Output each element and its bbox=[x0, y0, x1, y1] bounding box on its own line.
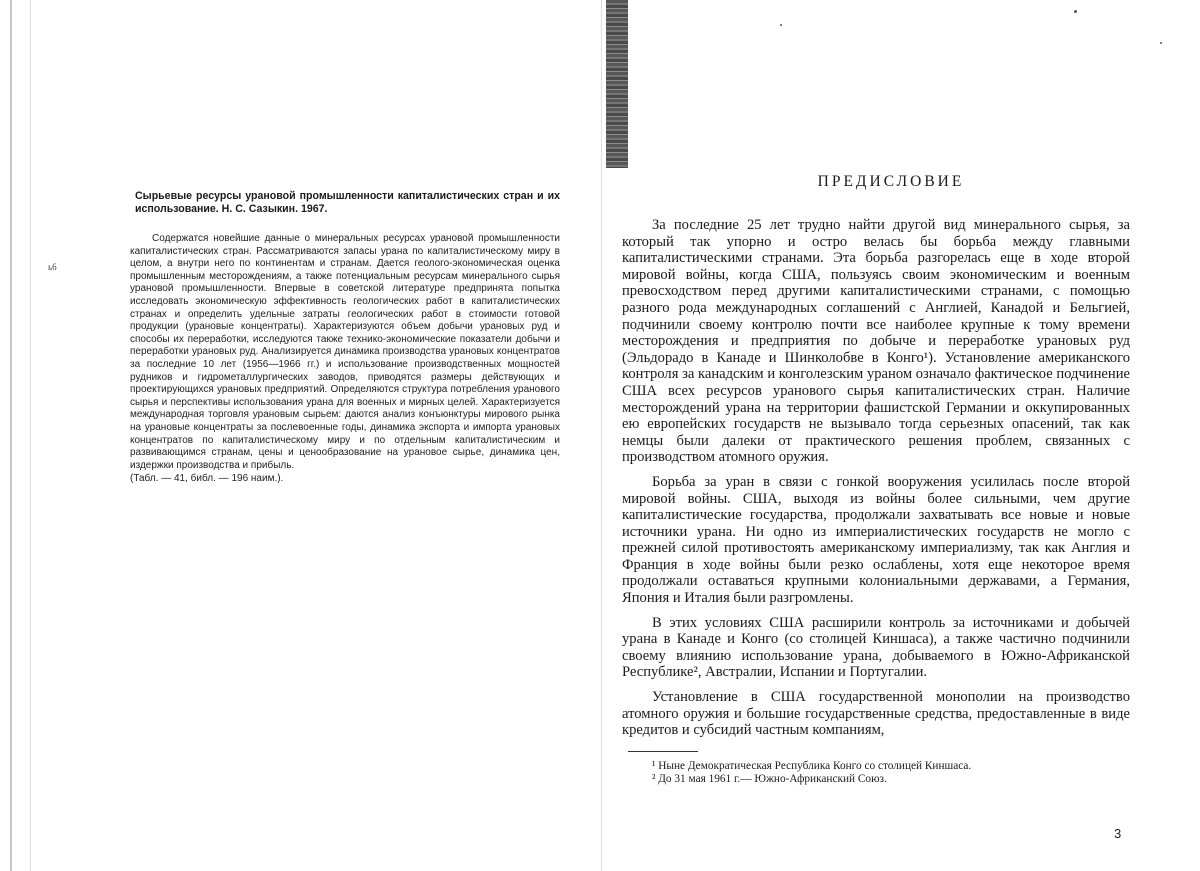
abstract-body bbox=[130, 233, 560, 486]
gutter-line bbox=[601, 0, 602, 871]
abstract-title: Сырьевые ресурсы урановой промышленности капиталистических стран и их использование. Н. С. Сазыкин. 1967. bbox=[135, 190, 560, 215]
scan-speck bbox=[1160, 42, 1162, 44]
footnote: ¹ Ныне Демократическая Республика Конго со столицей Киншаса. bbox=[652, 759, 972, 772]
abstract-text: Содержатся новейшие данные о минеральных ресурсах урановой промышленности капиталистических стран. Рассматриваются запасы урана по капиталистическому миру в целом, а внутри него по континентам и странам. Дается геолого-экономическая оценка промышленным месторождениям, а также потенциальным ресурсам минерального сырья урановой промышленности. Впервые в советской литературе предпринята попытка исследовать экономическую эффективность геологических работ в капиталистических странах и определить удельные затраты геологических работ в стоимости готовой продукции (урановые концентраты). Характеризуются объем добычи урановых руд и способы их переработки, исследуются также технико-экономические показатели добычи и переработки урановых руд. Анализируется динамика производства урановых концентратов за последние 10 лет (1956—1966 гг.) и использование производственных мощностей рудников и гидрометаллургических заводов, приводятся размеры действующих и проектирующихся урановых предприятий. Определяются структура потребления уранового сырья и перспективы использования урана для военных и мирных целей. Характеризуется международная торговля урановым сырьем: даются анализ конъюнктуры мирового рынка на урановые концентраты за послевоенные годы, динамика экспорта и импорта урановых концентратов по капиталистическому миру и по отдельным капиталистическим и развивающимся странам, цены и ценообразование на урановое сырье, динамика цен, издержки производства и прибыль. bbox=[130, 233, 560, 471]
binding-strip bbox=[606, 0, 628, 168]
paragraph: Борьба за уран в связи с гонкой вооружения усилилась после второй мировой войны. США, выходя из войны более сильными, чем другие капиталистические государства, продолжали захватывать все новые и новые источники урана. Ни одно из империалистических государств не могло с прежней силой противостоять американскому империализму, так как Англия и Франция в ходе войны были резко ослаблены, хотя еще некоторое время продолжали оставаться крупными колониальными державами, а Германия, Япония и Италия были разгромлены. bbox=[622, 473, 1130, 607]
margin-mark: ь6 bbox=[48, 262, 57, 272]
page-title: ПРЕДИСЛОВИЕ bbox=[817, 173, 965, 190]
scan-speck bbox=[1074, 10, 1077, 13]
paragraph: Установление в США государственной монополии на производство атомного оружия и большие государственные средства, предоставленные в виде кредитов и субсидий частным компаниям, bbox=[622, 689, 1130, 739]
paragraph: В этих условиях США расширили контроль за источниками и добычей урана в Канаде и Конго (со столицей Киншаса), а также частично подчинили своему влиянию использование урана, добываемого в Южно-Африканской Республике², Австралии, Испании и Португалии. bbox=[622, 614, 1130, 681]
page-edge-shadow bbox=[10, 0, 12, 871]
left-page bbox=[110, 190, 580, 486]
paragraph: За последние 25 лет трудно найти другой вид минерального сырья, за который так упорно и остро велась бы борьба между главными капиталистическими странами. Эта борьба разгорелась еще в ходе второй мировой войны, когда США, пользуясь своим экономическим и военным превосходством перед другими капиталистическими странами, с помощью разного рода международных соглашений с Англией, Канадой и Бельгией, подчинили своему контролю почти все наиболее крупные к тому времени месторождения и предприятия по добыче и переработке урановых руд (Эльдорадо в Канаде и Шинколобве в Конго¹). Установление американского контроля за канадским и конголезским ураном означало фактическое подчинение США всех ресурсов уранового сырья капиталистических стран. Наличие месторождений урана на территории фашистской Германии и оккупированных ею европейских государств не вызывало тогда серьезных опасений, так как немцы были далеки от практического решения проблем, связанных с производством атомного оружия. bbox=[622, 217, 1130, 466]
footnote: ² До 31 мая 1961 г.— Южно-Африканский Союз. bbox=[652, 772, 887, 785]
footnotes bbox=[622, 760, 1130, 786]
preface-body bbox=[622, 217, 1130, 739]
right-page bbox=[622, 170, 1130, 786]
footnote-divider bbox=[628, 751, 698, 752]
page-edge-line bbox=[30, 0, 31, 871]
page-number: 3 bbox=[1114, 826, 1122, 841]
scan-speck bbox=[780, 24, 782, 26]
abstract-meta: (Табл. — 41, библ. — 196 наим.). bbox=[130, 473, 284, 485]
